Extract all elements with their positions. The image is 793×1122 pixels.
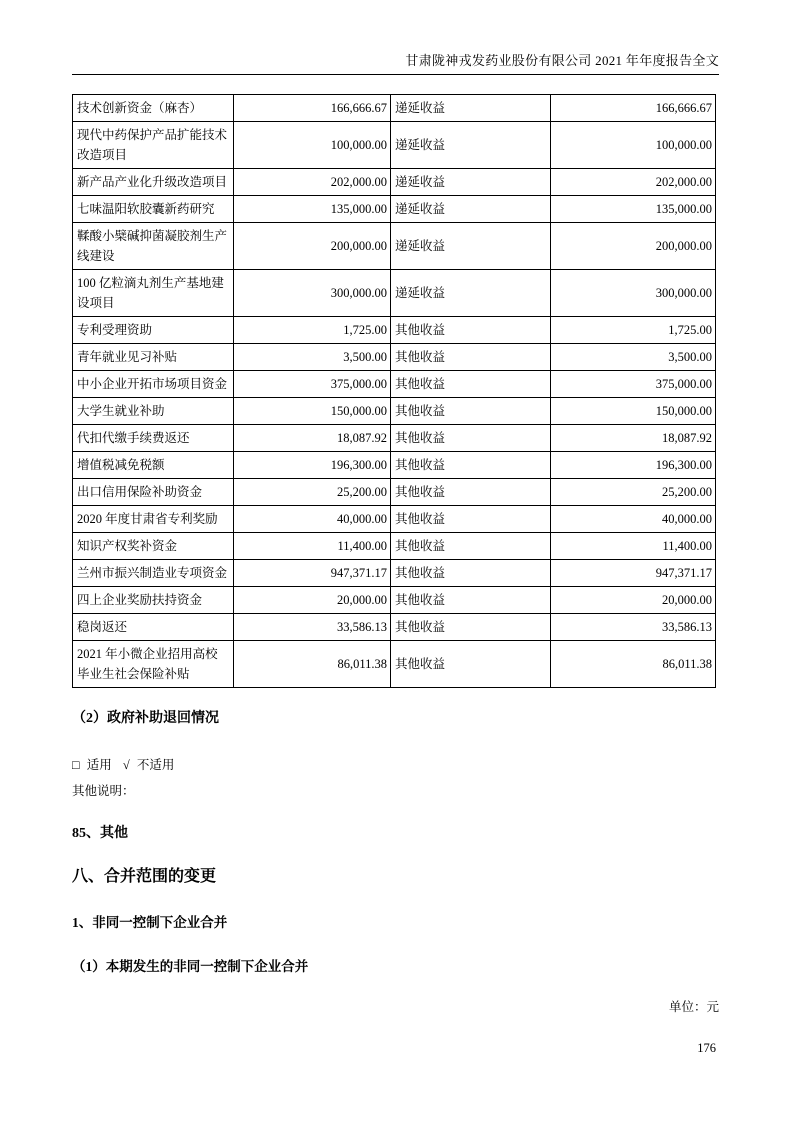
table-row [73, 196, 716, 223]
table-row [73, 533, 716, 560]
project-name-cell: 中小企业开拓市场项目资金 [73, 371, 234, 398]
amount-repeat-cell: 33,586.13 [551, 614, 716, 641]
category-cell: 其他收益 [391, 641, 551, 688]
amount-repeat-cell: 135,000.00 [551, 196, 716, 223]
project-name-cell: 出口信用保险补助资金 [73, 479, 234, 506]
table-row [73, 398, 716, 425]
category-cell: 其他收益 [391, 317, 551, 344]
table-row [73, 317, 716, 344]
amount-cell: 11,400.00 [234, 533, 391, 560]
table-row [73, 344, 716, 371]
applicability-line [72, 757, 719, 773]
amount-repeat-cell: 200,000.00 [551, 223, 716, 270]
project-name-cell: 技术创新资金（麻杏） [73, 95, 234, 122]
non-common-control-heading: 1、非同一控制下企业合并 [72, 915, 228, 930]
category-cell: 递延收益 [391, 223, 551, 270]
amount-repeat-cell: 25,200.00 [551, 479, 716, 506]
amount-repeat-cell: 100,000.00 [551, 122, 716, 169]
amount-cell: 25,200.00 [234, 479, 391, 506]
checkbox-icon: □ [72, 758, 80, 772]
category-cell: 递延收益 [391, 95, 551, 122]
table-row [73, 560, 716, 587]
amount-cell: 3,500.00 [234, 344, 391, 371]
amount-cell: 375,000.00 [234, 371, 391, 398]
unit-label: 单位：元 [668, 1000, 719, 1014]
amount-cell: 33,586.13 [234, 614, 391, 641]
table-row [73, 641, 716, 688]
project-name-cell: 新产品产业化升级改造项目 [73, 169, 234, 196]
amount-repeat-cell: 3,500.00 [551, 344, 716, 371]
amount-repeat-cell: 196,300.00 [551, 452, 716, 479]
category-cell: 其他收益 [391, 533, 551, 560]
merge-scope-heading: 八、合并范围的变更 [72, 868, 217, 885]
table-row [73, 614, 716, 641]
amount-repeat-cell: 20,000.00 [551, 587, 716, 614]
project-name-cell: 知识产权奖补资金 [73, 533, 234, 560]
table-row [73, 169, 716, 196]
project-name-cell: 代扣代缴手续费返还 [73, 425, 234, 452]
other-note-label: 其他说明： [72, 784, 135, 798]
amount-cell: 166,666.67 [234, 95, 391, 122]
category-cell: 其他收益 [391, 371, 551, 398]
category-cell: 其他收益 [391, 479, 551, 506]
amount-cell: 202,000.00 [234, 169, 391, 196]
amount-cell: 200,000.00 [234, 223, 391, 270]
category-cell: 其他收益 [391, 425, 551, 452]
category-cell: 其他收益 [391, 398, 551, 425]
header-title: 甘肃陇神戎发药业股份有限公司 2021 年年度报告全文 [405, 53, 719, 68]
category-cell: 递延收益 [391, 196, 551, 223]
amount-repeat-cell: 11,400.00 [551, 533, 716, 560]
table-row [73, 425, 716, 452]
check-mark-icon: √ [122, 758, 130, 772]
category-cell: 递延收益 [391, 270, 551, 317]
not-applicable-label: 不适用 [136, 758, 175, 772]
project-name-cell: 四上企业奖励扶持资金 [73, 587, 234, 614]
project-name-cell: 兰州市振兴制造业专项资金 [73, 560, 234, 587]
table-row [73, 479, 716, 506]
amount-repeat-cell: 1,725.00 [551, 317, 716, 344]
subsidy-table [72, 94, 716, 688]
table-row [73, 122, 716, 169]
category-cell: 递延收益 [391, 122, 551, 169]
project-name-cell: 专利受理资助 [73, 317, 234, 344]
amount-cell: 300,000.00 [234, 270, 391, 317]
category-cell: 其他收益 [391, 452, 551, 479]
project-name-cell: 现代中药保护产品扩能技术改造项目 [73, 122, 234, 169]
amount-cell: 150,000.00 [234, 398, 391, 425]
project-name-cell: 青年就业见习补贴 [73, 344, 234, 371]
amount-repeat-cell: 86,011.38 [551, 641, 716, 688]
table-row [73, 587, 716, 614]
subsidy-return-heading: （2）政府补助退回情况 [72, 711, 219, 726]
project-name-cell: 大学生就业补助 [73, 398, 234, 425]
amount-repeat-cell: 947,371.17 [551, 560, 716, 587]
category-cell: 其他收益 [391, 344, 551, 371]
current-period-merge-heading: （1）本期发生的非同一控制下企业合并 [72, 959, 309, 974]
project-name-cell: 增值税减免税额 [73, 452, 234, 479]
project-name-cell: 稳岗返还 [73, 614, 234, 641]
category-cell: 其他收益 [391, 560, 551, 587]
amount-repeat-cell: 18,087.92 [551, 425, 716, 452]
project-name-cell: 2021 年小微企业招用高校毕业生社会保险补贴 [73, 641, 234, 688]
other-section-heading: 85、其他 [72, 826, 128, 841]
table-row [73, 452, 716, 479]
header-rule [72, 74, 719, 75]
subsidy-table-body [73, 95, 716, 688]
amount-cell: 86,011.38 [234, 641, 391, 688]
category-cell: 其他收益 [391, 506, 551, 533]
amount-cell: 947,371.17 [234, 560, 391, 587]
category-cell: 其他收益 [391, 587, 551, 614]
amount-cell: 196,300.00 [234, 452, 391, 479]
amount-repeat-cell: 375,000.00 [551, 371, 716, 398]
amount-cell: 1,725.00 [234, 317, 391, 344]
project-name-cell: 鞣酸小檗碱抑菌凝胶剂生产线建设 [73, 223, 234, 270]
category-cell: 递延收益 [391, 169, 551, 196]
amount-cell: 100,000.00 [234, 122, 391, 169]
applicable-label: 适用 [86, 758, 112, 772]
amount-repeat-cell: 150,000.00 [551, 398, 716, 425]
table-row [73, 223, 716, 270]
document-header [72, 0, 719, 69]
project-name-cell: 100 亿粒滴丸剂生产基地建设项目 [73, 270, 234, 317]
amount-repeat-cell: 40,000.00 [551, 506, 716, 533]
category-cell: 其他收益 [391, 614, 551, 641]
amount-cell: 135,000.00 [234, 196, 391, 223]
amount-repeat-cell: 300,000.00 [551, 270, 716, 317]
amount-repeat-cell: 202,000.00 [551, 169, 716, 196]
amount-repeat-cell: 166,666.67 [551, 95, 716, 122]
amount-cell: 18,087.92 [234, 425, 391, 452]
project-name-cell: 2020 年度甘肃省专利奖励 [73, 506, 234, 533]
table-row [73, 270, 716, 317]
table-row [73, 506, 716, 533]
table-row [73, 95, 716, 122]
page-content [72, 0, 719, 1015]
page-number: 176 [697, 1041, 716, 1055]
amount-cell: 20,000.00 [234, 587, 391, 614]
table-row [73, 371, 716, 398]
project-name-cell: 七味温阳软胶囊新药研究 [73, 196, 234, 223]
amount-cell: 40,000.00 [234, 506, 391, 533]
